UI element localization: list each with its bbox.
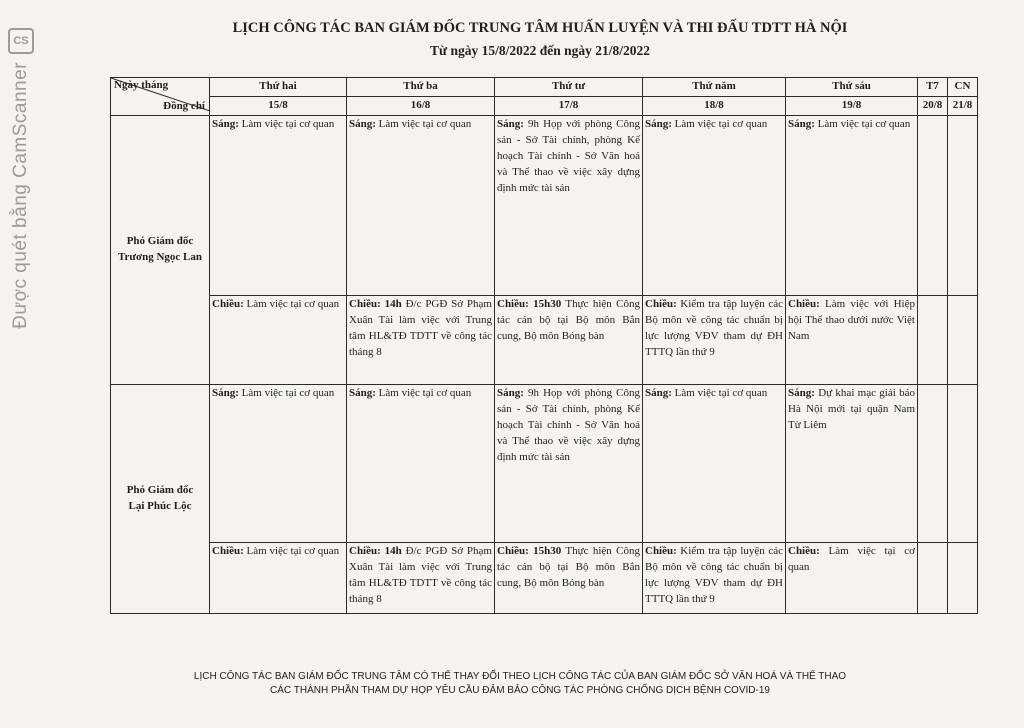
schedule-table xyxy=(110,77,978,614)
activity-text: Làm việc tại cơ quan xyxy=(671,386,768,399)
schedule-cell-sun-morning xyxy=(948,384,978,542)
slot-label: Sáng: xyxy=(212,117,239,130)
schedule-cell-wed-afternoon xyxy=(495,295,643,384)
slot-label: Sáng: xyxy=(349,386,376,399)
person-name: Phó Giám đốc Lại Phúc Lộc xyxy=(111,384,210,613)
schedule-cell-sat-morning xyxy=(918,384,948,542)
schedule-cell-fri-morning xyxy=(786,115,918,295)
schedule-cell-thu-morning xyxy=(643,384,786,542)
day-date-thu: 18/8 xyxy=(643,96,786,115)
activity-text: Làm việc tại cơ quan xyxy=(243,297,340,310)
activity-text: Đ/c PGĐ Sở Phạm Xuân Tài làm việc với Trung tâm HL&TĐ TDTT về công tác tháng 8 xyxy=(349,544,492,605)
schedule-row-morning xyxy=(111,115,978,295)
schedule-cell-fri-afternoon xyxy=(786,295,918,384)
watermark-text: Được quét bằng CamScanner xyxy=(10,62,31,329)
activity-text: Làm việc tại cơ quan xyxy=(243,544,340,557)
activity-text: Thực hiện Công tác cán bộ tại Bộ môn Bắn cung, Bộ môn Bóng bàn xyxy=(497,297,640,342)
slot-label: Sáng: xyxy=(645,386,672,399)
activity-text: Làm việc tại cơ quan xyxy=(788,544,915,573)
activity-text: Làm việc tại cơ quan xyxy=(814,117,911,130)
header-row-days xyxy=(111,78,978,97)
slot-label: Sáng: xyxy=(212,386,239,399)
schedule-cell-sun-afternoon xyxy=(948,295,978,384)
schedule-cell-tue-morning xyxy=(347,115,495,295)
schedule-cell-wed-morning xyxy=(495,115,643,295)
day-name-wed: Thứ tư xyxy=(495,78,643,97)
day-name-sat: T7 xyxy=(918,78,948,97)
footer-line-1: LỊCH CÔNG TÁC BAN GIÁM ĐỐC TRUNG TÂM CÓ THỂ THAY ĐỔI THEO LỊCH CÔNG TÁC CỦA BAN GIÁM ĐỐC SỞ VĂN HOÁ VÀ THỂ THAO xyxy=(193,671,847,682)
schedule-cell-sun-afternoon xyxy=(948,542,978,613)
slot-label: Chiều: 14h xyxy=(349,544,402,557)
day-date-tue: 16/8 xyxy=(347,96,495,115)
day-name-sun: CN xyxy=(948,78,978,97)
schedule-cell-mon-morning xyxy=(210,115,347,295)
day-date-fri: 19/8 xyxy=(786,96,918,115)
schedule-row-morning xyxy=(111,384,978,542)
activity-text: Dự khai mạc giải báo Hà Nội mới tại quận Nam Từ Liêm xyxy=(788,386,915,431)
schedule-cell-fri-afternoon xyxy=(786,542,918,613)
day-date-sat: 20/8 xyxy=(918,96,948,115)
schedule-cell-mon-morning xyxy=(210,384,347,542)
slot-label: Chiều: xyxy=(645,297,677,310)
camscanner-logo-icon: CS xyxy=(8,28,34,54)
activity-text: Làm việc tại cơ quan xyxy=(671,117,768,130)
activity-text: Làm việc tại cơ quan xyxy=(375,117,472,130)
activity-text: Kiểm tra tập luyện các Bộ môn về công tác chuẩn bị lực lượng VĐV tham dự ĐH TTTQ lần thứ 9 xyxy=(645,297,783,358)
slot-label: Chiều: xyxy=(788,297,820,310)
slot-label: Chiều: xyxy=(212,544,244,557)
schedule-cell-tue-morning xyxy=(347,384,495,542)
schedule-cell-sat-afternoon xyxy=(918,295,948,384)
schedule-cell-mon-afternoon xyxy=(210,542,347,613)
schedule-cell-fri-morning xyxy=(786,384,918,542)
day-name-tue: Thứ ba xyxy=(347,78,495,97)
activity-text: Thực hiện Công tác cán bộ tại Bộ môn Bắn cung, Bộ môn Bóng bàn xyxy=(497,544,640,589)
activity-text: Đ/c PGĐ Sở Phạm Xuân Tài làm việc với Trung tâm HL&TĐ TDTT về công tác tháng 8 xyxy=(349,297,492,358)
day-date-sun: 21/8 xyxy=(948,96,978,115)
activity-text: Làm việc tại cơ quan xyxy=(238,386,335,399)
slot-label: Sáng: xyxy=(788,117,815,130)
day-name-fri: Thứ sáu xyxy=(786,78,918,97)
corner-date-label: Ngày tháng xyxy=(114,79,169,91)
schedule-cell-wed-afternoon xyxy=(495,542,643,613)
activity-text: Làm việc với Hiệp hội Thể thao dưới nước Việt Nam xyxy=(788,297,915,342)
schedule-cell-mon-afternoon xyxy=(210,295,347,384)
day-date-mon: 15/8 xyxy=(210,96,347,115)
activity-text: Làm việc tại cơ quan xyxy=(375,386,472,399)
slot-label: Sáng: xyxy=(497,117,524,130)
corner-header xyxy=(111,78,210,116)
activity-text: Kiểm tra tập luyện các Bộ môn về công tác chuẩn bị lực lượng VĐV tham dự ĐH TTTQ lần thứ 9 xyxy=(645,544,783,605)
schedule-cell-tue-afternoon xyxy=(347,295,495,384)
schedule-row-afternoon xyxy=(111,542,978,613)
slot-label: Sáng: xyxy=(497,386,524,399)
document-subtitle: Từ ngày 15/8/2022 đến ngày 21/8/2022 xyxy=(429,43,650,58)
schedule-cell-wed-morning xyxy=(495,384,643,542)
document-title: LỊCH CÔNG TÁC BAN GIÁM ĐỐC TRUNG TÂM HUẤN LUYỆN VÀ THI ĐẤU TDTT HÀ NỘI xyxy=(232,20,848,36)
slot-label: Chiều: 15h30 xyxy=(497,544,562,557)
schedule-cell-tue-afternoon xyxy=(347,542,495,613)
slot-label: Chiều: xyxy=(645,544,677,557)
slot-label: Sáng: xyxy=(788,386,815,399)
schedule-cell-sun-morning xyxy=(948,115,978,295)
slot-label: Sáng: xyxy=(645,117,672,130)
day-name-thu: Thứ năm xyxy=(643,78,786,97)
schedule-cell-thu-afternoon xyxy=(643,542,786,613)
slot-label: Chiều: 15h30 xyxy=(497,297,562,310)
person-name: Phó Giám đốc Trương Ngọc Lan xyxy=(111,115,210,384)
corner-person-label: Đồng chí xyxy=(163,99,205,112)
activity-text: 9h Họp với phòng Công sản - Sở Tài chính, phòng Kế hoạch Tài chính - Sở Văn hoá và Thể thao về việc xây dựng định mức tài sản xyxy=(497,386,640,463)
schedule-cell-thu-morning xyxy=(643,115,786,295)
day-date-wed: 17/8 xyxy=(495,96,643,115)
schedule-body xyxy=(111,115,978,613)
footer-line-2: CÁC THÀNH PHẦN THAM DỰ HỌP YÊU CẦU ĐẢM BẢO CÔNG TÁC PHÒNG CHỐNG DỊCH BỆNH COVID-19 xyxy=(270,685,770,696)
slot-label: Chiều: xyxy=(788,544,820,557)
schedule-cell-sat-afternoon xyxy=(918,542,948,613)
footer-note xyxy=(150,670,890,698)
schedule-row-afternoon xyxy=(111,295,978,384)
slot-label: Chiều: 14h xyxy=(349,297,402,310)
activity-text: Làm việc tại cơ quan xyxy=(238,117,335,130)
camscanner-watermark xyxy=(8,28,34,329)
activity-text: 9h Họp với phòng Công sản - Sở Tài chính, phòng Kế hoạch Tài chính - Sở Văn hoá và Thể thao về việc xây dựng định mức tài sản xyxy=(497,117,640,194)
schedule-cell-thu-afternoon xyxy=(643,295,786,384)
header-row-dates xyxy=(111,96,978,115)
slot-label: Sáng: xyxy=(349,117,376,130)
day-name-mon: Thứ hai xyxy=(210,78,347,97)
schedule-cell-sat-morning xyxy=(918,115,948,295)
slot-label: Chiều: xyxy=(212,297,244,310)
